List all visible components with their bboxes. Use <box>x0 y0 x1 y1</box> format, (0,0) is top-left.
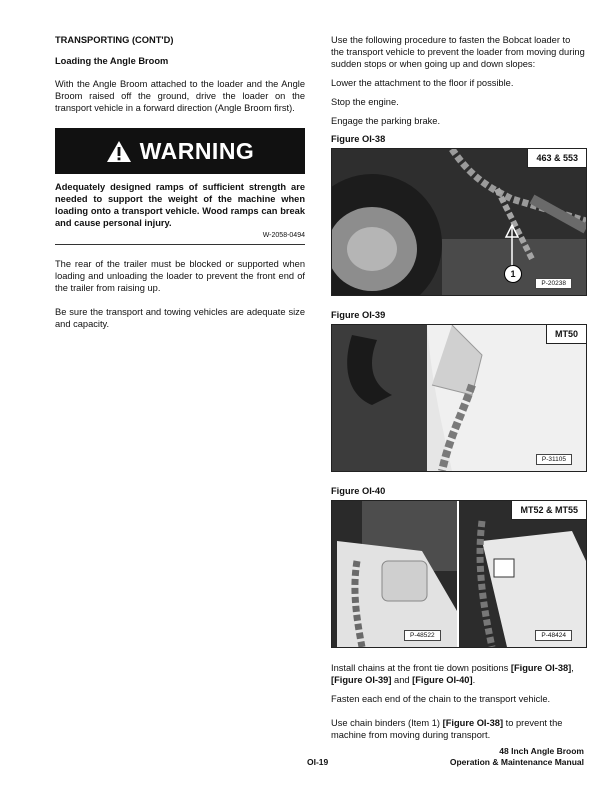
figure-oi-39-photo <box>331 324 587 472</box>
figure-label: Figure OI-40 <box>331 486 386 496</box>
manual-title <box>450 746 584 768</box>
photo-code: P-20238 <box>535 278 572 289</box>
paragraph: Be sure the transport and towing vehicles are adequate size and capacity. <box>55 307 305 329</box>
figure-label: Figure OI-39 <box>331 310 386 320</box>
paragraph: Install chains at the front tie down positions [Figure OI-38], [Figure OI-39] and [Figure OI-40]. <box>331 663 574 685</box>
front-tie-down-photo <box>332 501 586 647</box>
paragraph: Use the following procedure to fasten the Bobcat loader to the transport vehicle to prevent the loader from moving during sudden stops or when going up and down slopes: <box>331 35 585 69</box>
photo-code: P-48522 <box>404 630 441 641</box>
figure-oi-38-photo <box>331 148 587 296</box>
callout-1: 1 <box>504 265 522 283</box>
paragraph: Use chain binders (Item 1) [Figure OI-38] to prevent the machine from moving during transport. <box>331 718 563 740</box>
warning-triangle-icon <box>106 140 132 163</box>
paragraph: Fasten each end of the chain to the transport vehicle. <box>331 694 551 704</box>
warning-banner <box>55 128 305 174</box>
figure-oi-40-photo <box>331 500 587 648</box>
paragraph: With the Angle Broom attached to the loader and the Angle Broom raised off the ground, drive the loader on the transport vehicle in a forward direction (Angle Broom first). <box>55 79 305 113</box>
left-column <box>55 34 305 330</box>
right-column <box>331 34 585 741</box>
procedure-step: Engage the parking brake. <box>331 116 441 126</box>
figure-model-tag: 463 & 553 <box>527 149 586 168</box>
tire-chain-photo <box>332 149 586 295</box>
section-title: TRANSPORTING (CONT'D) <box>55 35 174 45</box>
manual-title-line2: Operation & Maintenance Manual <box>449 757 584 767</box>
warning-code: W-2058-0494 <box>55 232 305 245</box>
warning-title: WARNING <box>139 137 255 164</box>
chain-hook-photo <box>332 325 586 471</box>
photo-code: P-48424 <box>535 630 572 641</box>
photo-code: P-31105 <box>536 454 572 465</box>
figure-model-tag: MT50 <box>546 325 586 344</box>
paragraph: The rear of the trailer must be blocked or supported when loading and unloading the loader to prevent the front end of the trailer from raising up. <box>55 259 305 293</box>
page-number: OI-19 <box>307 757 329 767</box>
figure-model-tag: MT52 & MT55 <box>511 501 586 520</box>
procedure-step: Stop the engine. <box>331 97 399 107</box>
figure-label: Figure OI-38 <box>331 134 386 144</box>
subsection-title: Loading the Angle Broom <box>55 56 169 66</box>
manual-title-line1: 48 Inch Angle Broom <box>499 746 584 756</box>
warning-text: Adequately designed ramps of sufficient strength are needed to support the weight of the machine when loading onto a transport vehicle. Wood ramps can break and cause personal injury. <box>55 182 305 228</box>
procedure-step: Lower the attachment to the floor if possible. <box>331 78 514 88</box>
